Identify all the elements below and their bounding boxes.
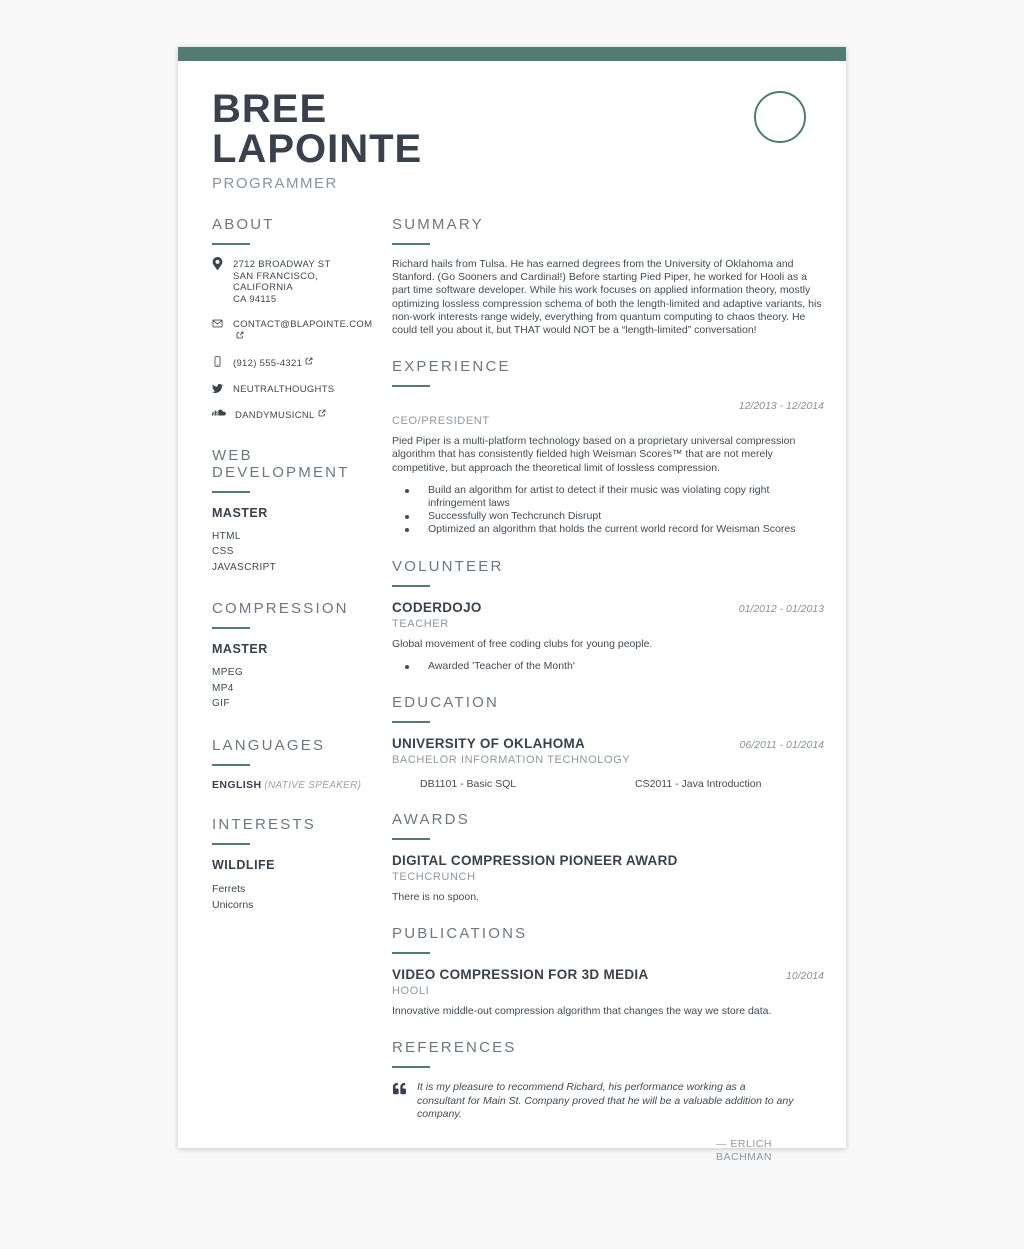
references-section-title: REFERENCES [392, 1039, 517, 1057]
section-underline [392, 838, 430, 840]
sidebar [212, 216, 373, 1185]
language-name: ENGLISH [212, 778, 262, 791]
interest-item: Ferrets [212, 882, 246, 895]
about-section [212, 216, 373, 422]
email-item[interactable] [212, 318, 373, 343]
address-line-2: SAN FRANCISCO, CALIFORNIA [233, 270, 318, 293]
soundcloud-item[interactable] [212, 408, 368, 422]
candidate-job-title: PROGRAMMER [212, 175, 338, 192]
quote-left-icon [392, 1082, 408, 1095]
education-section-title: EDUCATION [392, 694, 500, 712]
award-issuer: TECHCRUNCH [392, 871, 476, 884]
phone-text[interactable]: (912) 555-4321 [233, 356, 313, 370]
phone-item[interactable] [212, 356, 368, 370]
awards-section [392, 811, 824, 904]
publication-date: 10/2014 [786, 970, 824, 983]
external-link-icon[interactable] [236, 331, 244, 339]
section-underline [212, 627, 250, 629]
experience-section-title: EXPERIENCE [392, 358, 511, 376]
candidate-name [212, 89, 806, 169]
volunteer-section-title: VOLUNTEER [392, 557, 504, 575]
award-description: There is no spoon. [392, 891, 479, 904]
accent-top-bar [178, 47, 846, 61]
education-section [392, 694, 824, 790]
language-fluency: (NATIVE SPEAKER) [264, 779, 362, 791]
section-underline [392, 585, 430, 587]
languages-section-title: LANGUAGES [212, 736, 326, 754]
section-underline [212, 843, 250, 845]
address-line-1: 2712 BROADWAY ST [233, 259, 331, 270]
skill-level: MASTER [212, 505, 268, 520]
address-item [212, 258, 368, 305]
skill-item: CSS [212, 546, 234, 557]
volunteer-role: TEACHER [392, 617, 449, 630]
twitter-item [212, 383, 368, 396]
address-text [233, 258, 368, 305]
experience-role: CEO/PRESIDENT [392, 415, 490, 428]
avatar-photo-placeholder [754, 91, 806, 143]
skill-item: MPEG [212, 667, 244, 678]
education-degree: BACHELOR INFORMATION TECHNOLOGY [392, 754, 631, 767]
skill-group-web-development [212, 447, 368, 576]
awards-section-title: AWARDS [392, 811, 470, 829]
education-date-range: 06/2011 - 01/2014 [739, 739, 824, 752]
experience-highlight: Build an algorithm for artist to detect if their music was violating copy right infringement laws [392, 484, 824, 510]
experience-highlight: Successfully won Techcrunch Disrupt [392, 510, 824, 523]
skill-item: HTML [212, 530, 241, 542]
references-section [392, 1039, 824, 1164]
experience-highlights [392, 484, 824, 537]
section-underline [392, 1066, 430, 1068]
interest-category: WILDLIFE [212, 857, 276, 872]
education-school: UNIVERSITY OF OKLAHOMA [392, 736, 586, 752]
skill-level: MASTER [212, 642, 268, 656]
twitter-icon [212, 382, 224, 395]
volunteer-section [392, 558, 824, 673]
resume-header [178, 61, 846, 192]
summary-section [392, 216, 824, 337]
experience-date-range: 12/2013 - 12/2014 [738, 400, 824, 413]
twitter-handle: NEUTRALTHOUGHTS [233, 383, 335, 395]
experience-section [392, 358, 824, 536]
education-courses [392, 778, 824, 790]
address-line-3: CA 94115 [233, 293, 277, 305]
reference-attribution: — ERLICH BACHMAN [716, 1137, 773, 1163]
volunteer-date-range: 01/2012 - 01/2013 [738, 602, 824, 615]
resume-columns [178, 192, 846, 1185]
envelope-icon [212, 317, 224, 330]
main-column [392, 216, 824, 1185]
skill-group-compression [212, 600, 368, 712]
reference-quote-row [392, 1081, 824, 1122]
mobile-phone-icon [212, 355, 224, 368]
interests-section-title: INTERESTS [212, 815, 316, 833]
skill-group-title: WEB DEVELOPMENT [212, 446, 350, 481]
publication-publisher: HOOLI [392, 985, 430, 998]
volunteer-organization: CODERDOJO [392, 599, 482, 615]
candidate-last-name: LAPOINTE [212, 127, 423, 171]
skill-item: GIF [212, 698, 230, 709]
language-entry [212, 779, 368, 791]
soundcloud-icon [212, 407, 226, 417]
about-section-title: ABOUT [212, 216, 275, 233]
section-underline [392, 721, 430, 723]
interests-section [212, 816, 368, 913]
award-entry-head [392, 853, 824, 868]
summary-text: Richard hails from Tulsa. He has earned degrees from the University of Oklahoma and Stanford. (Go Sooners and Cardinal!) Before starting Pied Piper, he worked for Hooli as a part time software developer. While his work focuses on applied information theory, mostly optimizing lossless compression schema of both the length-limited and adaptive variants, his non-work interests range widely, everything from quantum computing to chaos theory. He could tell you about it, but THAT would NOT be a “length-limited” conversation! [392, 258, 822, 337]
volunteer-description: Global movement of free coding clubs for young people. [392, 637, 653, 650]
section-underline [212, 243, 250, 245]
section-underline [212, 491, 250, 493]
publication-title: VIDEO COMPRESSION FOR 3D MEDIA [392, 967, 649, 983]
external-link-icon[interactable] [318, 409, 326, 417]
reference-quote: It is my pleasure to recommend Richard, his performance working as a consultant for Main St. Company proved that he will be a valuable addition to any company. [417, 1081, 794, 1121]
experience-description: Pied Piper is a multi-platform technology based on a proprietary universal compression algorithm that has consistently fielded high Weisman Scores™ that are not merely competitive, but approach the theoretical limit of lossless compression. [392, 435, 796, 474]
soundcloud-handle[interactable]: DANDYMUSICNL [235, 408, 326, 422]
volunteer-highlights [392, 660, 824, 673]
section-underline [392, 385, 430, 387]
course-item: CS2011 - Java Introduction [635, 778, 762, 791]
skill-group-title: COMPRESSION [212, 600, 349, 617]
publications-section-title: PUBLICATIONS [392, 925, 528, 943]
resume-page [178, 47, 846, 1163]
publications-section [392, 925, 824, 1018]
volunteer-highlight: Awarded 'Teacher of the Month' [392, 660, 824, 673]
email-text[interactable]: CONTACT@BLAPOINTE.COM [233, 318, 372, 343]
volunteer-entry-head [392, 600, 824, 615]
course-item: DB1101 - Basic SQL [420, 778, 517, 791]
education-entry-head [392, 736, 824, 751]
publication-entry-head [392, 967, 824, 982]
languages-section [212, 737, 368, 791]
skill-item: MP4 [212, 682, 234, 694]
section-underline [212, 764, 250, 766]
section-underline [392, 952, 430, 954]
experience-entry-head [392, 400, 824, 412]
summary-section-title: SUMMARY [392, 216, 484, 233]
external-link-icon[interactable] [305, 357, 313, 365]
award-name: DIGITAL COMPRESSION PIONEER AWARD [392, 853, 678, 869]
location-pin-icon [212, 257, 224, 270]
publication-description: Innovative middle-out compression algorithm that changes the way we store data. [392, 1005, 772, 1018]
interest-item: Unicorns [212, 898, 254, 911]
candidate-first-name: BREE [212, 87, 328, 131]
section-underline [392, 243, 430, 245]
experience-highlight: Optimized an algorithm that holds the current world record for Weisman Scores [392, 523, 824, 536]
skill-item: JAVASCRIPT [212, 561, 277, 573]
